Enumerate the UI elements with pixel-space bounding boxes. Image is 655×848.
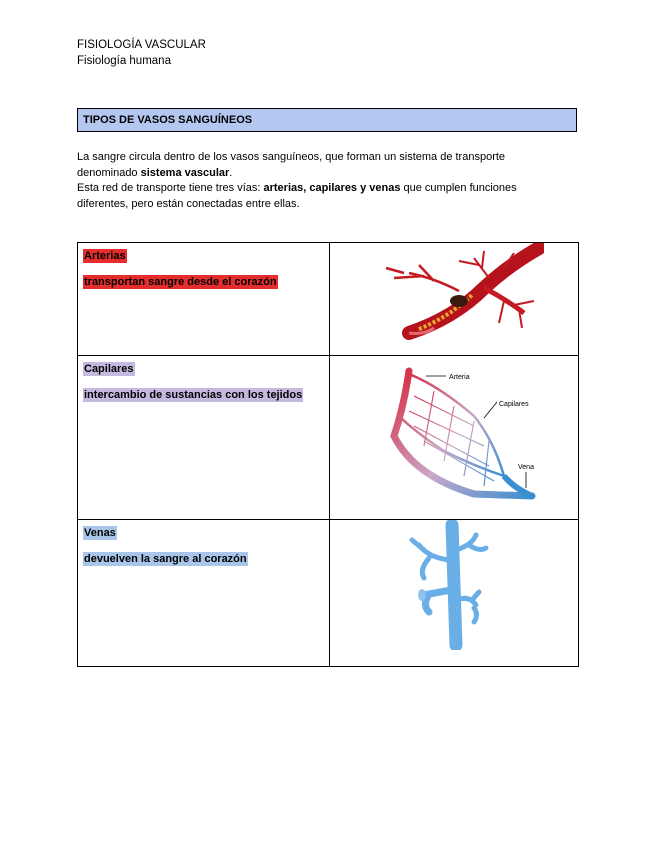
venas-image-cell	[330, 520, 579, 667]
venas-text-cell	[78, 520, 330, 667]
arterias-image-cell	[330, 243, 579, 356]
capillary-label-vena: Vena	[518, 464, 535, 471]
document-title: FISIOLOGÍA VASCULAR	[77, 39, 206, 51]
table-row-venas	[78, 520, 579, 667]
section-title: TIPOS DE VASOS SANGUÍNEOS	[77, 108, 577, 132]
document-header	[77, 37, 206, 69]
venas-name: Venas	[84, 527, 116, 539]
capilares-image-cell	[330, 356, 579, 520]
intro-text	[77, 150, 567, 212]
document-subtitle: Fisiología humana	[77, 55, 171, 67]
vein-illustration	[394, 520, 514, 650]
intro-paragraph-2: Esta red de transporte tiene tres vías: arterias, capilares y venas que cumplen funciones diferentes, pero están conectadas entre ellas.	[77, 182, 517, 210]
artery-illustration	[364, 243, 544, 343]
arterias-text-cell	[78, 243, 330, 356]
capilares-description: intercambio de sustancias con los tejidos	[84, 389, 303, 401]
capilares-name: Capilares	[84, 363, 134, 375]
capillary-label-capilares: Capilares	[499, 401, 529, 408]
table-row-arterias	[78, 243, 579, 356]
arterias-description: transportan sangre desde el corazón	[84, 276, 277, 288]
capillary-illustration	[354, 356, 554, 506]
capillary-label-arteria: Arteria	[449, 374, 470, 381]
arterias-name: Arterias	[84, 250, 126, 262]
intro-paragraph-1: La sangre circula dentro de los vasos sanguíneos, que forman un sistema de transporte denominado sistema vascular.	[77, 151, 506, 179]
capilares-text-cell	[78, 356, 330, 520]
venas-description: devuelven la sangre al corazón	[84, 553, 247, 565]
table-row-capilares	[78, 356, 579, 520]
vessel-types-table	[77, 242, 579, 667]
